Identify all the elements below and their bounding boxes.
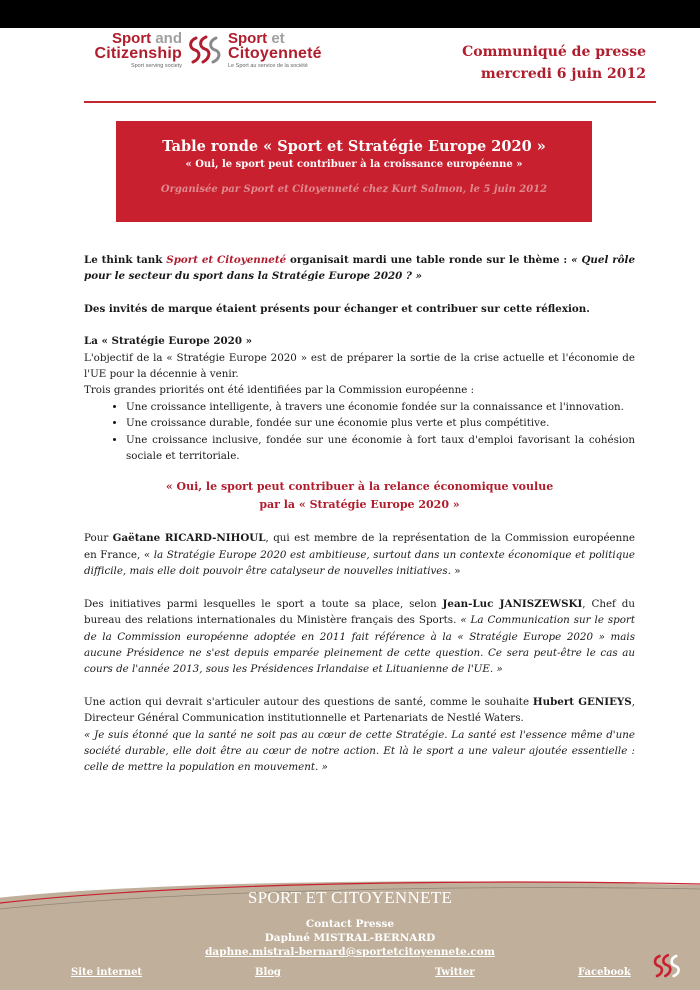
list-item: • Une croissance inclusive, fondée sur une économie à fort taux d'emploi favorisant la cohésion sociale et territoriale. (126, 432, 635, 465)
list-item: • Une croissance intelligente, à travers une économie fondée sur la connaissance et l'innovation. (126, 399, 635, 415)
priorities-paragraph: Trois grandes priorités ont été identifiées par la Commission européenne : (84, 384, 475, 397)
ricard-quote: la Stratégie Europe 2020 est ambitieuse, surtout dans un contexte économique et politique difficile, mais elle doit pouvoir être catalyseur de nouvelles initiatives. (84, 548, 635, 578)
janiszewski-name: Jean-Luc JANISZEWSKI (442, 597, 583, 610)
logo-en (82, 32, 182, 69)
logo-fr-tagline: Le Sport au service de la société (228, 63, 308, 69)
logo-en-and: and (155, 30, 182, 47)
press-date: mercredi 6 juin 2012 (480, 66, 646, 82)
janiszewski-text-a: Des initiatives parmi lesquelles le sport a toute sa place, selon (84, 597, 443, 610)
ricard-text-a: Pour (84, 532, 113, 545)
genieys-paragraph (84, 694, 635, 776)
footer-contact (0, 917, 700, 959)
banner-subtitle: « Oui, le sport peut contribuer à la croissance européenne » (185, 159, 523, 170)
logo-en-tagline: Sport serving society (130, 63, 182, 69)
site-internet-link[interactable]: Site internet (71, 967, 143, 978)
header-divider (84, 101, 656, 103)
contact-label: Contact Presse (305, 918, 395, 930)
facebook-link[interactable]: Facebook (578, 967, 631, 978)
janiszewski-quote: « La Communication sur le sport de la Commission européenne adoptée en 2011 fait référence à la « Stratégie Europe 2020 » mais aucune Présidence ne s'est depuis emparée pleinement de cette question. Ce sera peut-être le cas au cours de l'année 2013, sous les Présidences Irlandaise et Lituanienne de l'UE. » (84, 614, 635, 676)
janiszewski-text-c: , Chef du bureau des relations internationales du Ministère français des Sports. (84, 597, 635, 627)
logo-fr-word2: Citoyenneté (228, 45, 322, 62)
ricard-paragraph (84, 530, 635, 579)
intro-question: « Quel rôle pour le secteur du sport dans la Stratégie Europe 2020 ? » (84, 254, 636, 283)
blog-link[interactable]: Blog (255, 967, 281, 978)
footer-emblem-logo-icon (652, 952, 682, 980)
quote-heading-line2: par la « Stratégie Europe 2020 » (259, 498, 460, 512)
banner-title: Table ronde « Sport et Stratégie Europe 2020 » (162, 138, 546, 155)
section-heading: La « Stratégie Europe 2020 » (84, 335, 253, 348)
genieys-quote: « Je suis étonné que la santé ne soit pas au cœur de cette Stratégie. La santé est l'essence même d'une société durable, elle doit être au cœur de notre action. Et là le sport a une valeur ajoutée essentielle : celle de mettre la population en mouvement. » (84, 728, 635, 774)
ricard-text-c: , qui est membre de la représentation de la Commission européenne en France, « (84, 532, 635, 561)
title-banner (116, 121, 592, 222)
quote-heading (84, 478, 635, 514)
emblem-logo-icon (187, 34, 223, 66)
footer-title: SPORT ET CITOYENNETE (247, 888, 453, 907)
ricard-quote-end: » (450, 565, 461, 578)
logo-en-word2: Citizenship (94, 45, 182, 62)
list-item: • Une croissance durable, fondée sur une économie plus verte et plus compétitive. (126, 415, 635, 431)
logo-en-word1: Sport (111, 30, 152, 47)
guests-paragraph: Des invités de marque étaient présents pour échanger et contribuer sur cette réflexion. (84, 302, 590, 315)
genieys-text-c: , Directeur Général Communication institutionnelle et Partenariats de Nestlé Waters. (84, 695, 635, 725)
twitter-link[interactable]: Twitter (435, 967, 475, 978)
contact-name: Daphné MISTRAL-BERNARD (264, 932, 436, 944)
genieys-name: Hubert GENIEYS (532, 695, 632, 708)
janiszewski-paragraph (84, 596, 635, 678)
press-header (462, 41, 646, 85)
contact-email-link[interactable]: daphne.mistral-bernard@sportetcitoyennete.com (205, 946, 495, 958)
logo-fr (228, 32, 368, 69)
quote-heading-line1: « Oui, le sport peut contribuer à la relance économique voulue (165, 480, 554, 494)
logo[interactable] (82, 32, 342, 76)
logo-fr-et: et (271, 30, 285, 47)
intro-paragraph (84, 252, 635, 285)
intro-text-a: Le think tank (84, 254, 167, 266)
intro-text-c: organisait mardi une table ronde sur le thème : (286, 254, 572, 266)
article-body (84, 252, 635, 776)
press-label: Communiqué de presse (462, 44, 646, 60)
ricard-name: Gaëtane RICARD-NIHOUL (112, 532, 266, 545)
genieys-text-a: Une action qui devrait s'articuler autour des questions de santé, comme le souhaite (84, 695, 533, 708)
priorities-list (84, 399, 635, 465)
footer-links (0, 967, 700, 981)
top-black-bar (0, 0, 700, 28)
intro-thinktank-name: Sport et Citoyenneté (166, 254, 287, 266)
logo-fr-word1: Sport (228, 30, 268, 47)
objective-paragraph: L'objectif de la « Stratégie Europe 2020 » est de préparer la sortie de la crise actuelle et l'économie de l'UE pour la décennie à venir. (84, 351, 635, 381)
banner-organised: Organisée par Sport et Citoyenneté chez Kurt Salmon, le 5 juin 2012 (160, 184, 548, 195)
